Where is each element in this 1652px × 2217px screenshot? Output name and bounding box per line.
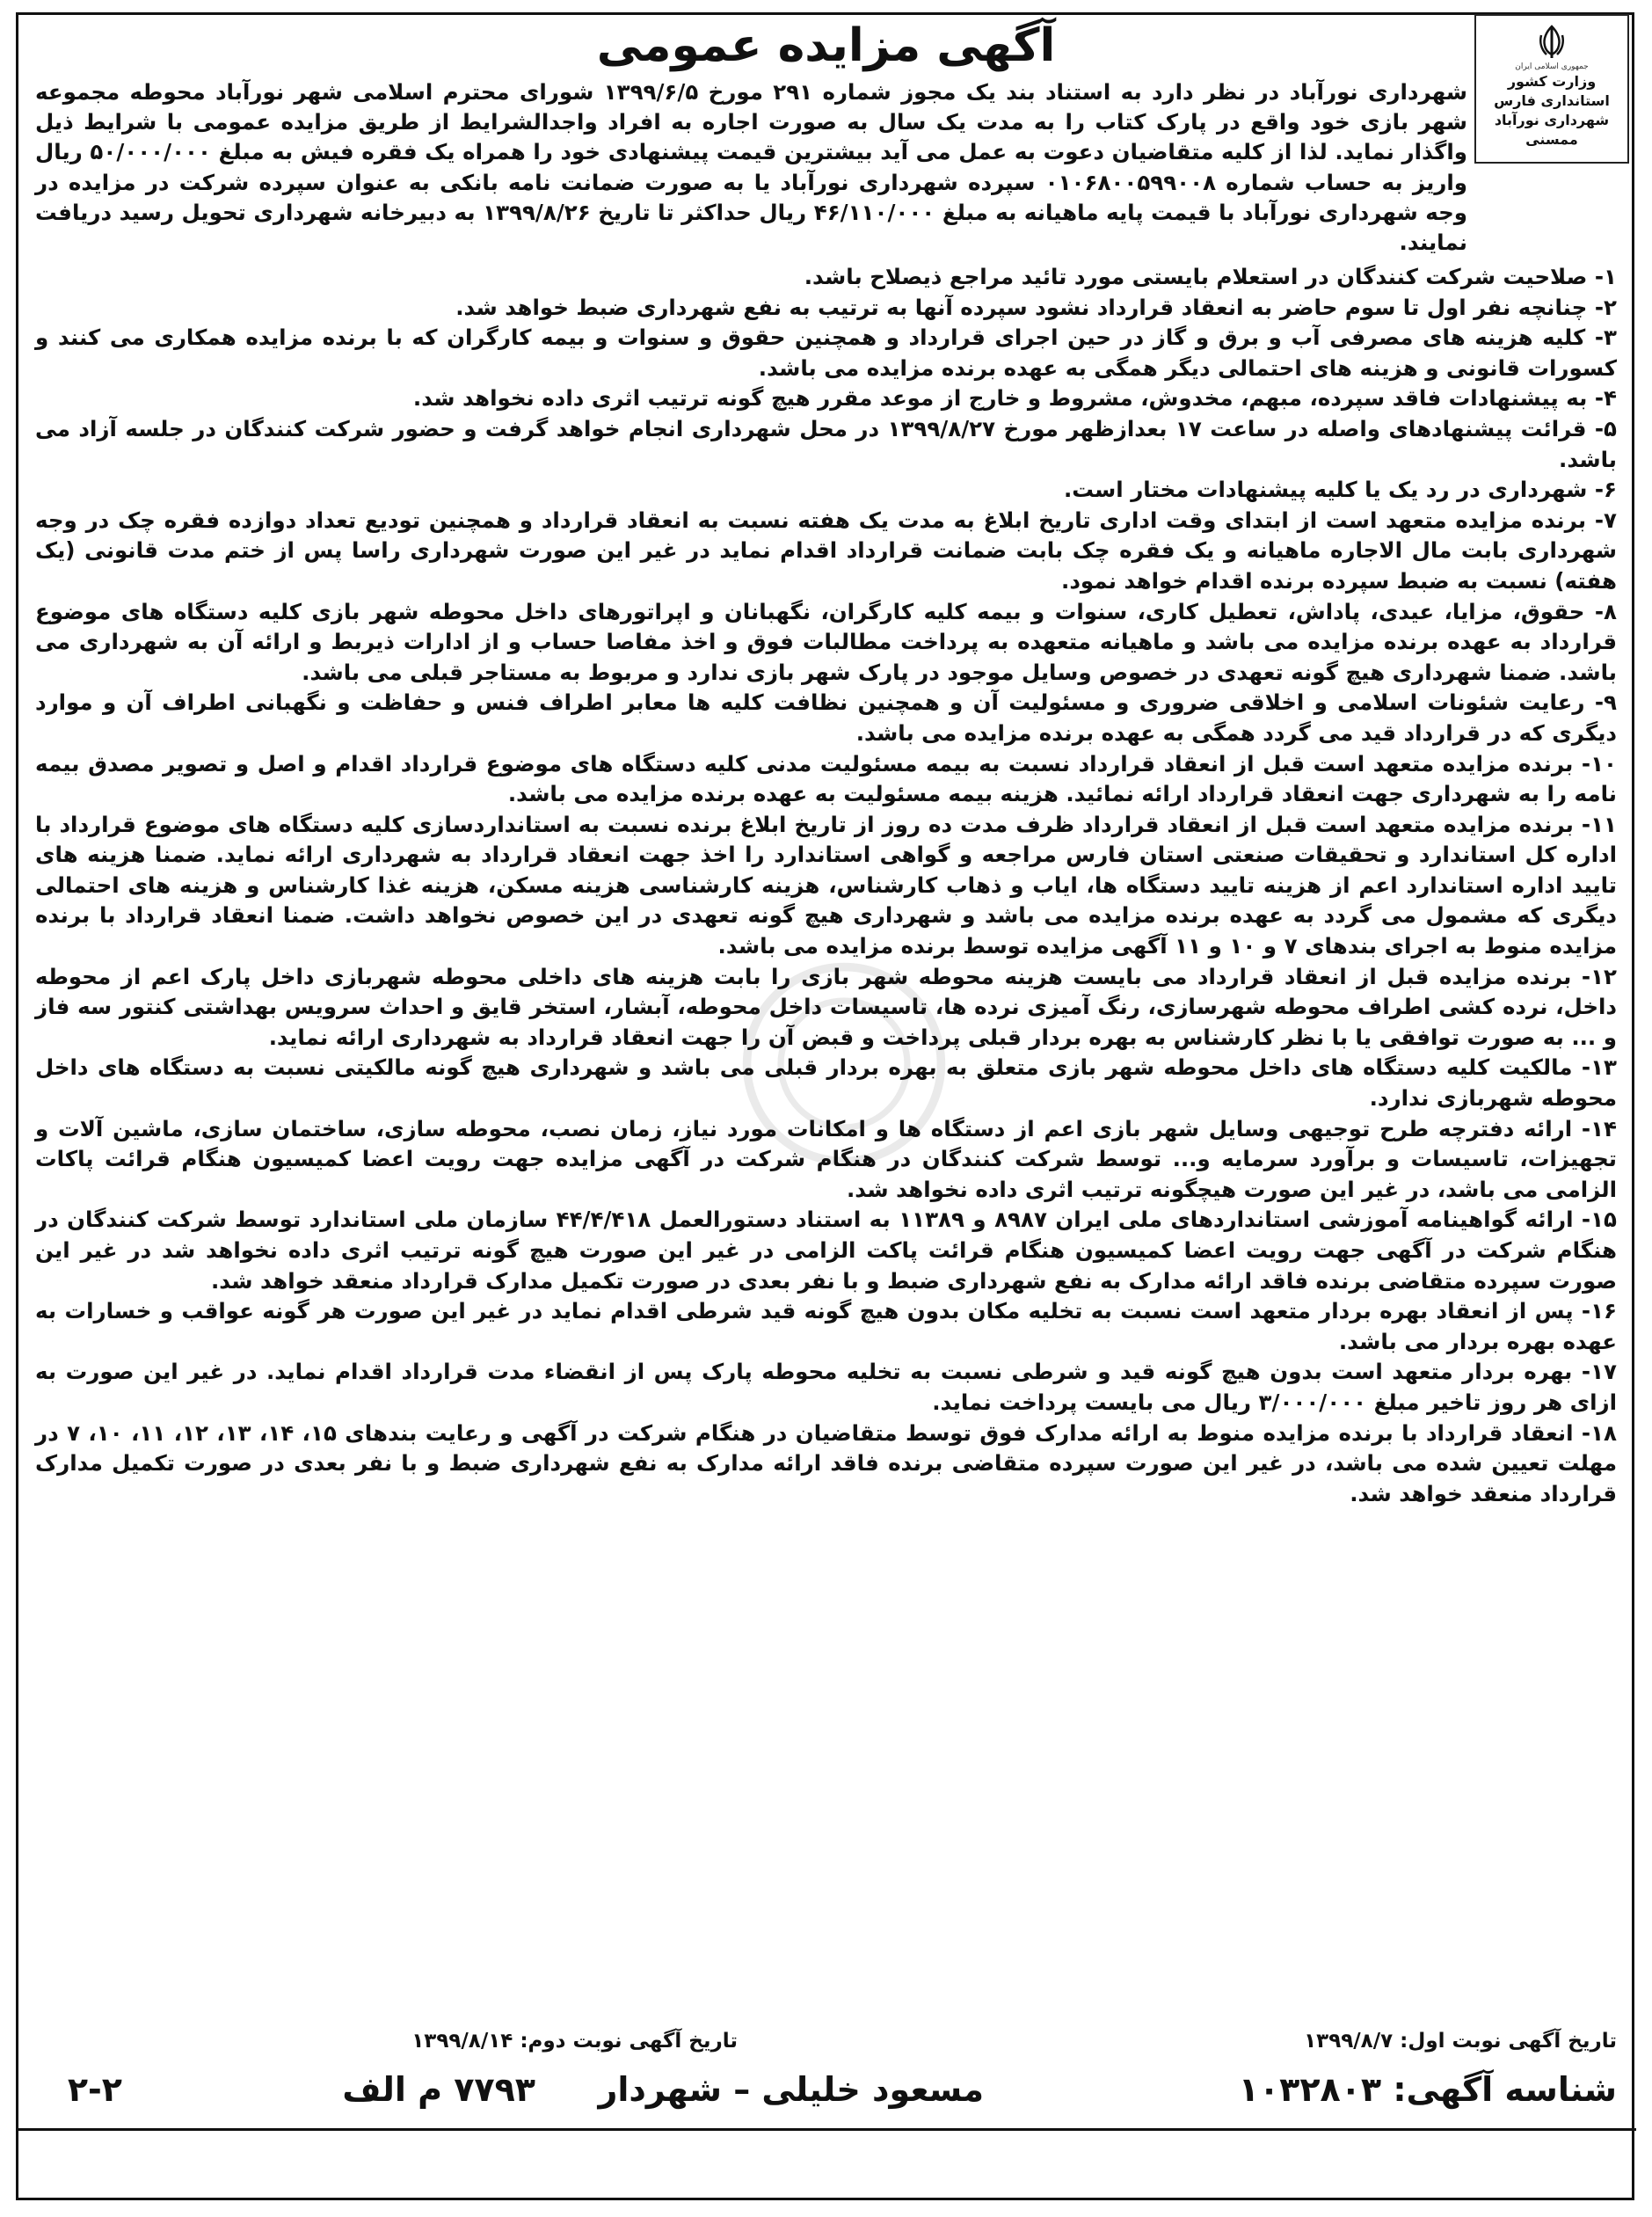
condition-item: ۳- کلیه هزینه های مصرفی آب و برق و گاز در حین اجرای قرارداد و همچنین حقوق و سنوات و بیمه کارگران که با برنده مزایده همکاری می کنند و کسورات قانونی و هزینه های احتمالی دیگر همگی به عهده برنده مزایده می باشد. [35, 325, 1617, 381]
condition-item: ۱۷- بهره بردار متعهد است بدون هیچ گونه قید و شرطی نسبت به تخلیه محوطه پارک پس از انقضاء مدت قرارداد اقدام نماید. در غیر این صورت به ازای هر روز تاخیر مبلغ ۳/۰۰۰/۰۰۰ ریال می بایست پرداخت نماید. [35, 1359, 1617, 1415]
conditions-list [35, 262, 1617, 1509]
condition-item: ۱۱- برنده مزایده متعهد است قبل از انعقاد قرارداد ظرف مدت ده روز از تاریخ ابلاغ برنده نسبت به استانداردسازی کلیه دستگاه های موضوع قرارداد با اداره کل استاندارد و تحقیقات صنعتی استان فارس مراجعه و گواهی استاندارد را اخذ جهت انعقاد قرارداد به شهرداری ارائه نماید. ضمنا هزینه های تایید اداره استاندارد اعم از هزینه تایید دستگاه ها، ایاب و ذهاب کارشناس، هزینه کارشناسی هزینه مسکن، هزینه غذا کارشناس و هزینه های احتمالی دیگری که مشمول می گردد به عهده برنده مزایده می باشد و شهرداری هیچ گونه تعهدی در این خصوص نخواهد داشت. ضمنا انعقاد قرارداد با برنده مزایده منوط به اجرای بندهای ۷ و ۱۰ و ۱۱ آگهی مزایده توسط برنده مزایده می باشد. [35, 811, 1617, 959]
second-publication-date: تاریخ آگهی نوبت دوم: ۱۳۹۹/۸/۱۴ [411, 2030, 738, 2053]
page-number: ۲-۲ [67, 2070, 122, 2109]
condition-item: ۱۰- برنده مزایده متعهد است قبل از انعقاد قرارداد نسبت به بیمه مسئولیت مدنی کلیه دستگاه های موضوع قرارداد اقدام و اصل و تصویر مصدق بیمه نامه را به شهرداری جهت انعقاد قرارداد ارائه نمائید. هزینه بیمه مسئولیت به عهده برنده مزایده می باشد. [35, 750, 1617, 807]
intro-paragraph [35, 77, 1467, 258]
condition-item: ۲- چنانچه نفر اول تا سوم حاضر به انعقاد قرارداد نشود سپرده آنها به ترتیب به نفع شهرداری ضبط خواهد شد. [455, 294, 1617, 320]
ad-id: شناسه آگهی: ۱۰۳۲۸۰۳ [1238, 2070, 1617, 2109]
condition-item: ۹- رعایت شئونات اسلامی و اخلاقی ضروری و مسئولیت آن و همچنین نظافت کلیه ها معابر اطراف فنس و حفاظت و نگهبانی اطراف آن و موارد دیگری که در قرارداد قید می گردد همگی به عهده برنده مزایده می باشد. [35, 689, 1617, 746]
condition-item: ۱۸- انعقاد قرارداد با برنده مزایده منوط به ارائه مدارک فوق توسط متقاضیان در هنگام شرکت در آگهی و رعایت بندهای ۱۵، ۱۴، ۱۳، ۱۲، ۱۱، ۱۰، ۷ در مهلت تعیین شده می باشد، در غیر این صورت سپرده متقاضی برنده فاقد ارائه مدارک به نفع شهرداری ضبط و با نفر بعدی در صورت تکمیل مدارک قرارداد منعقد خواهد شد. [35, 1419, 1618, 1506]
footer-bar [35, 2067, 1617, 2123]
condition-item: ۴- به پیشنهادات فاقد سپرده، مبهم، مخدوش، مشروط و خارج از موعد مقرر هیچ گونه ترتیب اثری داده نخواهد شد. [412, 385, 1617, 412]
watermark-icon [739, 959, 950, 1170]
condition-item: ۱- صلاحیت شرکت کنندگان در استعلام بایستی مورد تائید مراجع ذیصلاح باشد. [804, 264, 1617, 289]
ministry-name: وزارت کشور [1507, 73, 1597, 90]
condition-item: ۱۲- برنده مزایده قبل از انعقاد قرارداد می بایست هزینه محوطه شهر بازی را بابت هزینه های داخلی محوطه شهربازی داخل پارک اعم از محوطه داخل، نرده کشی اطراف محوطه شهرسازی، رنگ آمیزی نرده ها، تاسیسات داخل محوطه، آبشار، استخر قایق و احداث سرویس بهداشتی کنتور سه فاز و ... به صورت توافقی یا با نظر کارشناس به بهره بردار قبلی پرداخت و قبض آن را جهت انعقاد قرارداد به شهرداری ارائه نماید. [35, 963, 1617, 1050]
ad-code: ۷۷۹۳ م الف [342, 2070, 535, 2109]
governorate-name: استانداری فارس [1494, 92, 1610, 109]
page-title: آگهی مزایده عمومی [596, 19, 1056, 72]
intro-text: شهرداری نورآباد در نظر دارد به استناد بند یک مجوز شماره ۲۹۱ مورخ ۱۳۹۹/۶/۵ شورای محترم اسلامی شهر نورآباد محوطه مجموعه شهر بازی خود واقع در پارک کتاب را به مدت یک سال به صورت اجاره به افراد واجدالشرایط از طریق مزایده عمومی با شرایط ذیل واگذار نماید. لذا از کلیه متقاضیان دعوت به عمل می آید بیشترین قیمت پیشنهادی خود را همراه یک فقره فیش به مبلغ ۵۰/۰۰۰/۰۰۰ ریال واریز به حساب شماره ۰۱۰۶۸۰۰۵۹۹۰۰۸ سپرده شهرداری نورآباد یا به صورت ضمانت نامه بانکی به عنوان سپرده شرکت در مزایده در وجه شهرداری نورآباد با قیمت پایه ماهیانه به مبلغ ۴۶/۱۱۰/۰۰۰ ریال حداکثر تا تاریخ ۱۳۹۹/۸/۲۶ به دبیرخانه شهرداری تحویل رسید دریافت نمایند. [35, 79, 1468, 256]
publication-dates [35, 2030, 1617, 2061]
emblem-caption: جمهوری اسلامی ایران [1515, 62, 1589, 71]
condition-item: ۶- شهرداری در رد یک یا کلیه پیشنهادات مختار است. [1063, 477, 1617, 503]
municipality-name: شهرداری نورآباد ممسنی [1494, 112, 1610, 148]
first-publication-date: تاریخ آگهی نوبت اول: ۱۳۹۹/۸/۷ [1304, 2030, 1617, 2053]
condition-item: ۱۵- ارائه گواهینامه آموزشی استانداردهای ملی ایران ۸۹۸۷ و ۱۱۳۸۹ به استناد دستورالعمل ۴۴/۴/۴۱۸ سازمان ملی استاندارد توسط شرکت کنندگان در هنگام شرکت در آگهی جهت رویت اعضا کمیسیون هنگام قرائت پاکت الزامی در غیر این صورت هیچ گونه ترتیب اثری داده نخواهد شد در غیر این صورت سپرده متقاضی برنده فاقد ارائه مدارک به نفع شهرداری ضبط و با نفر بعدی در صورت تکمیل مدارک قرارداد منعقد خواهد شد. [35, 1207, 1617, 1294]
condition-item: ۱۳- مالکیت کلیه دستگاه های داخل محوطه شهر بازی متعلق به بهره بردار قبلی می باشد و شهرداری هیچ گونه مالکیتی نسبت به دستگاه های داخل محوطه شهربازی ندارد. [35, 1054, 1617, 1112]
bottom-divider [16, 2128, 1636, 2131]
condition-item: ۸- حقوق، مزایا، عیدی، پاداش، تعطیل کاری، سنوات و بیمه کلیه کارگران، نگهبانان و اپراتورهای داخل محوطه شهر بازی کلیه دستگاه های موضوع قرارداد به عهده برنده مزایده می باشد و ماهیانه متعهده به پرداخت مطالبات فوق و اخذ مفاصا حساب و از ادارات ذیربط و ارائه آن به شهرداری می باشد. ضمنا شهرداری هیچ گونه تعهدی در خصوص وسایل موجود در پارک شهر بازی ندارد و مربوط به مستاجر قبلی می باشد. [35, 598, 1617, 685]
mayor-signature: مسعود خلیلی – شهردار [598, 2070, 984, 2109]
condition-item: ۷- برنده مزایده متعهد است از ابتدای وقت اداری تاریخ ابلاغ به مدت یک هفته نسبت به انعقاد قرارداد و همچنین تودیع تعداد دوازده فقره چک در وجه شهرداری بابت مال الاجاره ماهیانه و یک فقره چک بابت ضمانت قرارداد اقدام نماید در غیر این صورت شهرداری راسا پس از ختم مدت قانونی (یک هفته) نسبت به ضبط سپرده برنده اقدام خواهد نمود. [35, 507, 1617, 594]
condition-item: ۱۶- پس از انعقاد بهره بردار متعهد است نسبت به تخلیه مکان بدون هیچ گونه قید شرطی اقدام نماید در غیر این صورت هر گونه عواقب و خسارات به عهده بهره بردار می باشد. [35, 1298, 1617, 1354]
condition-item: ۱۴- ارائه دفترچه طرح توجیهی وسایل شهر بازی اعم از دستگاه ها و امکانات مورد نیاز، زمان نصب، محوطه سازی، ساختمان سازی، ماشین آلات و تجهیزات، تاسیسات و برآورد سرمایه و... توسط شرکت کنندگان در هنگام شرکت در آگهی مزایده جهت رویت اعضا کمیسیون هنگام قرائت پاکات الزامی می باشد، در غیر این صورت هیچگونه ترتیب اثری داده نخواهد شد. [35, 1115, 1617, 1202]
condition-item: ۵- قرائت پیشنهادهای واصله در ساعت ۱۷ بعدازظهر مورخ ۱۳۹۹/۸/۲۷ در محل شهرداری انجام خواهد گرفت و حضور شرکت کنندگان در جلسه آزاد می باشد. [35, 415, 1617, 472]
